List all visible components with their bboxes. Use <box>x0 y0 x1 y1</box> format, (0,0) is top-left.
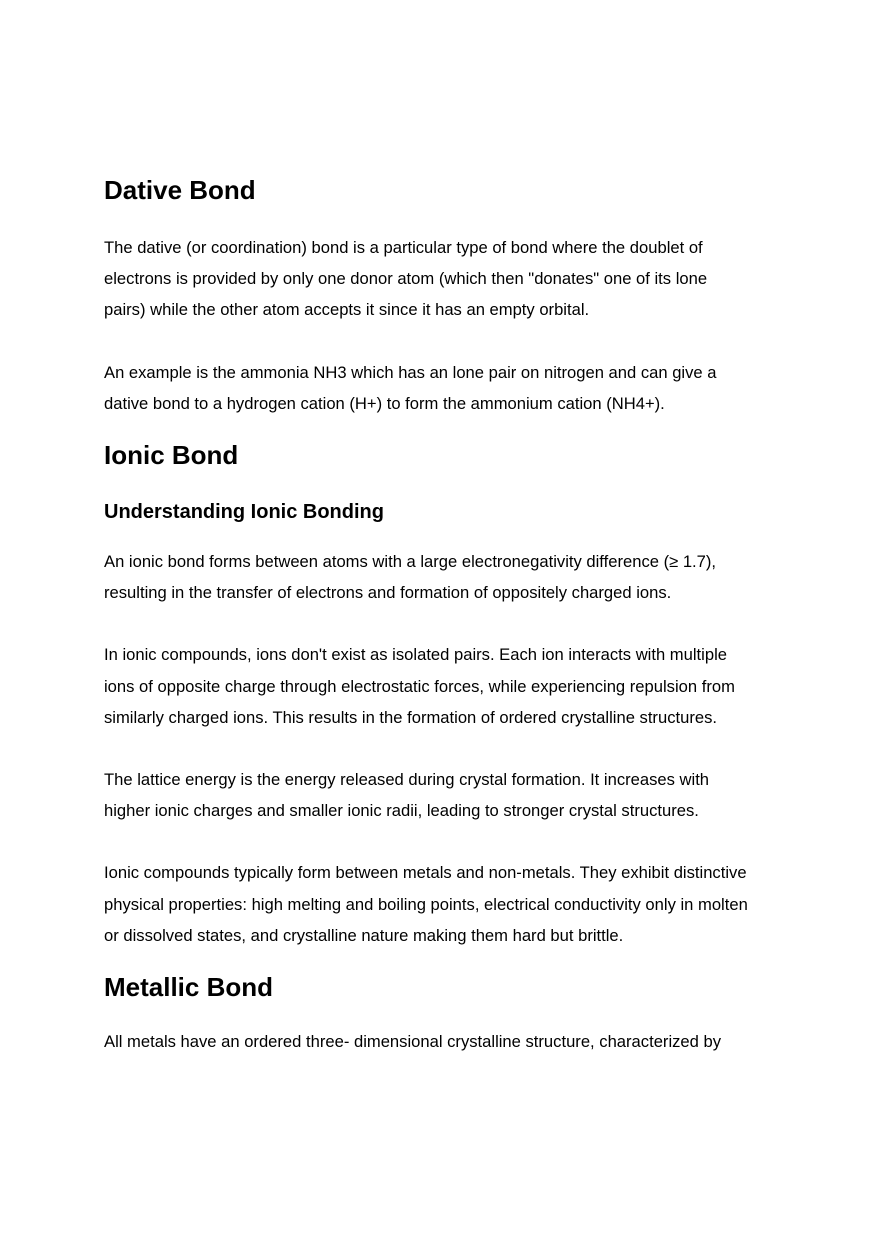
text-line: All metals have an ordered three- dimensional crystalline structure, characterized by <box>104 1032 722 1052</box>
text-line: pairs) while the other atom accepts it since it has an empty orbital. <box>104 300 590 320</box>
text-line: higher ionic charges and smaller ionic radii, leading to stronger crystal structures. <box>104 801 699 821</box>
paragraph-dative-definition <box>104 232 784 326</box>
text-line: The lattice energy is the energy released during crystal formation. It increases with <box>104 770 710 790</box>
text-line: or dissolved states, and crystalline nature making them hard but brittle. <box>104 925 624 945</box>
paragraph-ionic-properties <box>104 857 784 951</box>
text-line: physical properties: high melting and boiling points, electrical conductivity only in molten <box>104 894 748 914</box>
document-body <box>104 170 784 1057</box>
text-line: Ionic compounds typically form between metals and non-metals. They exhibit distinctive <box>104 863 747 883</box>
paragraph-dative-example <box>104 357 784 419</box>
paragraph-ionic-definition <box>104 546 784 608</box>
heading-dative-bond: Dative Bond <box>104 175 256 205</box>
text-line: resulting in the transfer of electrons and formation of oppositely charged ions. <box>104 583 672 603</box>
subheading-understanding-ionic-bonding: Understanding Ionic Bonding <box>104 501 384 524</box>
text-line: ions of opposite charge through electrostatic forces, while experiencing repulsion from <box>104 676 735 696</box>
heading-metallic-bond: Metallic Bond <box>104 972 274 1003</box>
paragraph-lattice-energy <box>104 764 784 826</box>
text-line: electrons is provided by only one donor atom (which then "donates" one of its lone <box>104 269 708 289</box>
text-line: In ionic compounds, ions don't exist as isolated pairs. Each ion interacts with multiple <box>104 645 727 665</box>
paragraph-metallic-structure <box>104 1026 784 1057</box>
text-line: dative bond to a hydrogen cation (H+) to form the ammonium cation (NH4+). <box>104 393 665 413</box>
text-line: An ionic bond forms between atoms with a large electronegativity difference (≥ 1.7), <box>104 552 717 572</box>
text-line: similarly charged ions. This results in the formation of ordered crystalline structures. <box>104 707 717 727</box>
text-line: An example is the ammonia NH3 which has an lone pair on nitrogen and can give a <box>104 362 717 382</box>
heading-ionic-bond: Ionic Bond <box>104 440 239 471</box>
paragraph-ionic-compounds <box>104 639 784 733</box>
text-line: The dative (or coordination) bond is a particular type of bond where the doublet of <box>104 238 703 257</box>
